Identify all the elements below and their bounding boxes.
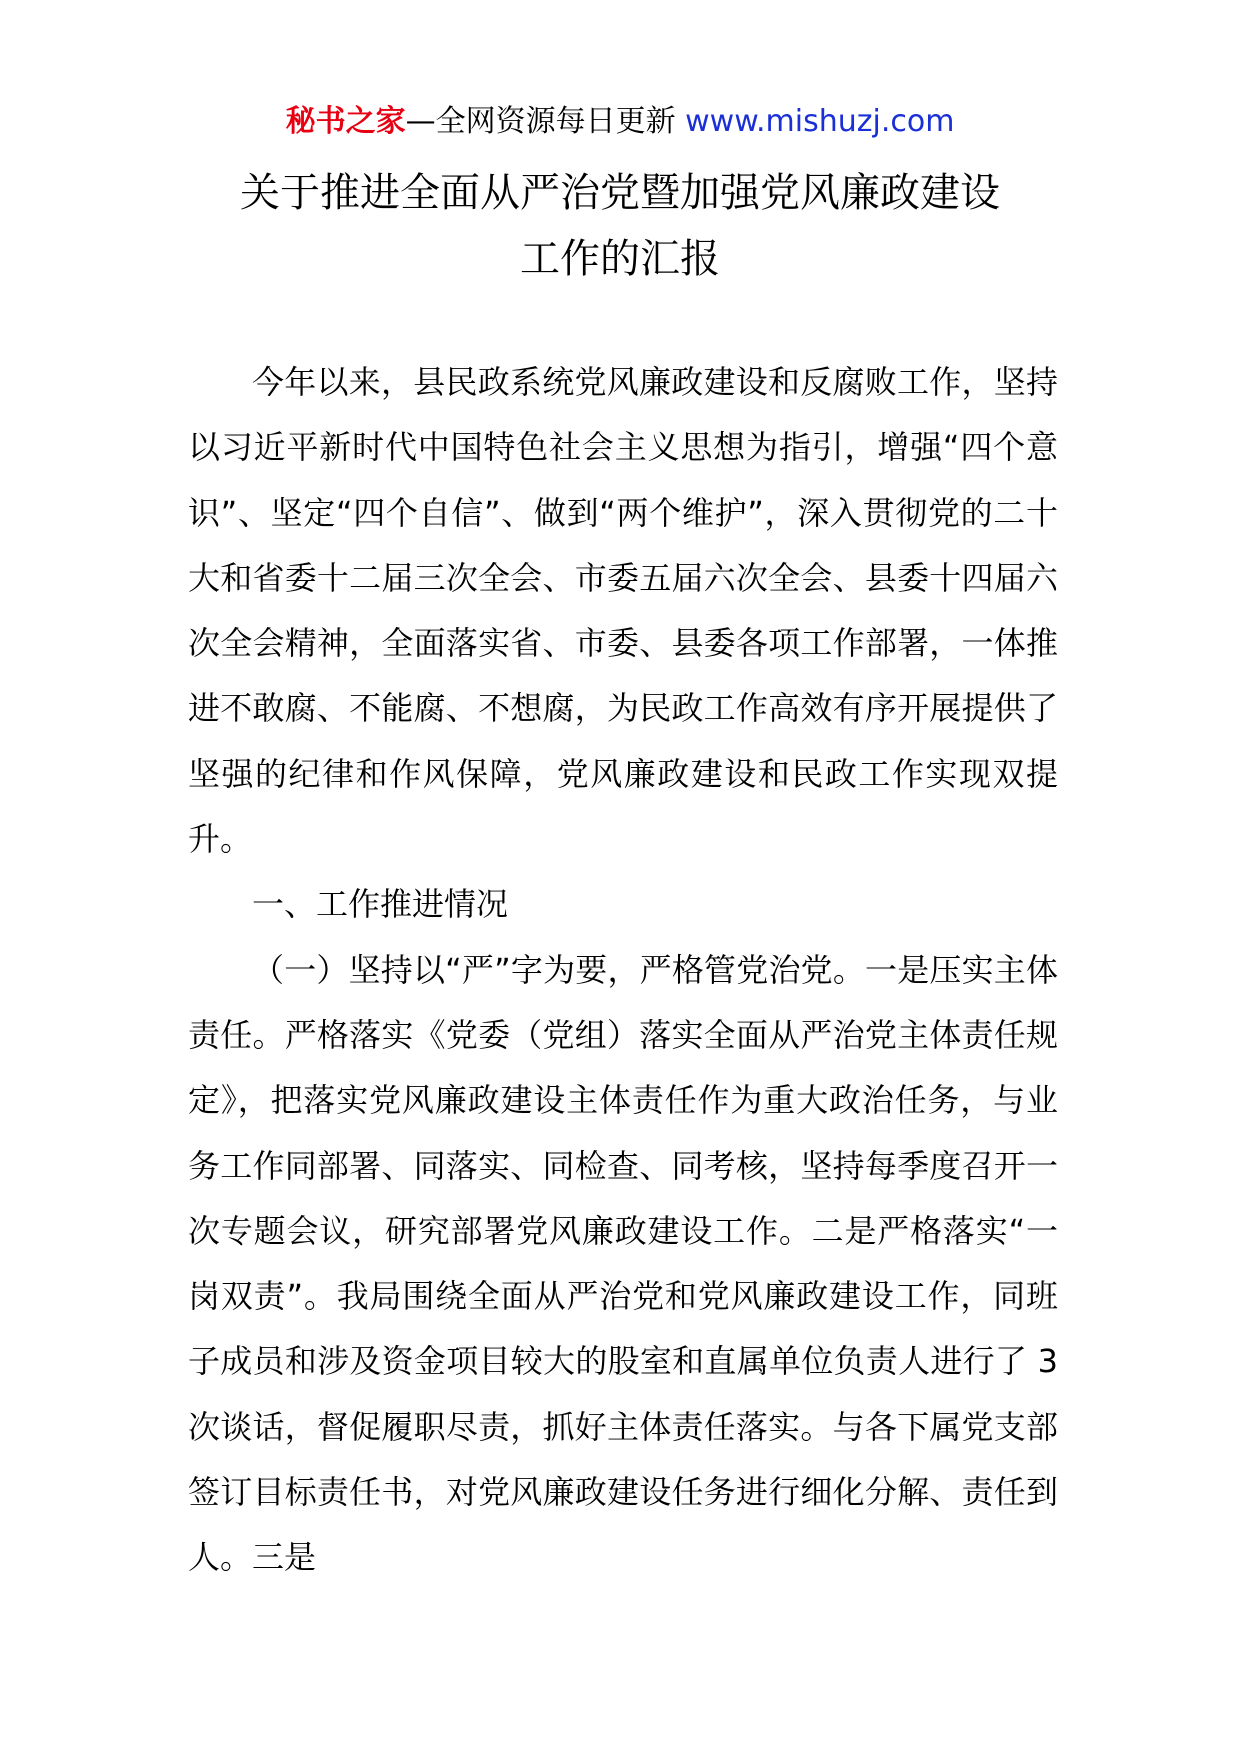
site-header (0, 100, 1240, 144)
header-slogan: —全网资源每日更新 (405, 104, 686, 139)
body-paragraph: （一）坚持以“严”字为要，严格管党治党。一是压实主体责任。严格落实《党委（党组）落实全面从严治党主体责任规定》，把落实党风廉政建设主体责任作为重大政治任务，与业务工作同部署、同落实、同检查、同考核，坚持每季度召开一次专题会议，研究部署党风廉政建设工作。二是严格落实“一岗双责”。我局围绕全面从严治党和党风廉政建设工作，同班子成员和涉及资金项目较大的股室和直属单位负责人进行了 3 次谈话，督促履职尽责，抓好主体责任落实。与各下属党支部签订目标责任书，对党风廉政建设任务进行细化分解、责任到人。三是 (188, 950, 1058, 1577)
document-body (188, 350, 1058, 1591)
title-line-1: 关于推进全面从严治党暨加强党风廉政建设 (240, 170, 1000, 216)
header-url[interactable]: www.mishuzj.com (685, 104, 955, 139)
section-heading: 一、工作推进情况 (252, 885, 509, 924)
intro-paragraph: 今年以来，县民政系统党风廉政建设和反腐败工作，坚持以习近平新时代中国特色社会主义思想为指引，增强“四个意识”、坚定“四个自信”、做到“两个维护”，深入贯彻党的二十大和省委十二届三次全会、市委五届六次全会、县委十四届六次全会精神，全面落实省、市委、县委各项工作部署，一体推进不敢腐、不能腐、不想腐，为民政工作高效有序开展提供了坚强的纪律和作风保障，党风廉政建设和民政工作实现双提升。 (188, 363, 1058, 859)
brand-name: 秘书之家 (285, 104, 406, 139)
title-line-2: 工作的汇报 (520, 236, 720, 282)
document-title (0, 160, 1240, 292)
